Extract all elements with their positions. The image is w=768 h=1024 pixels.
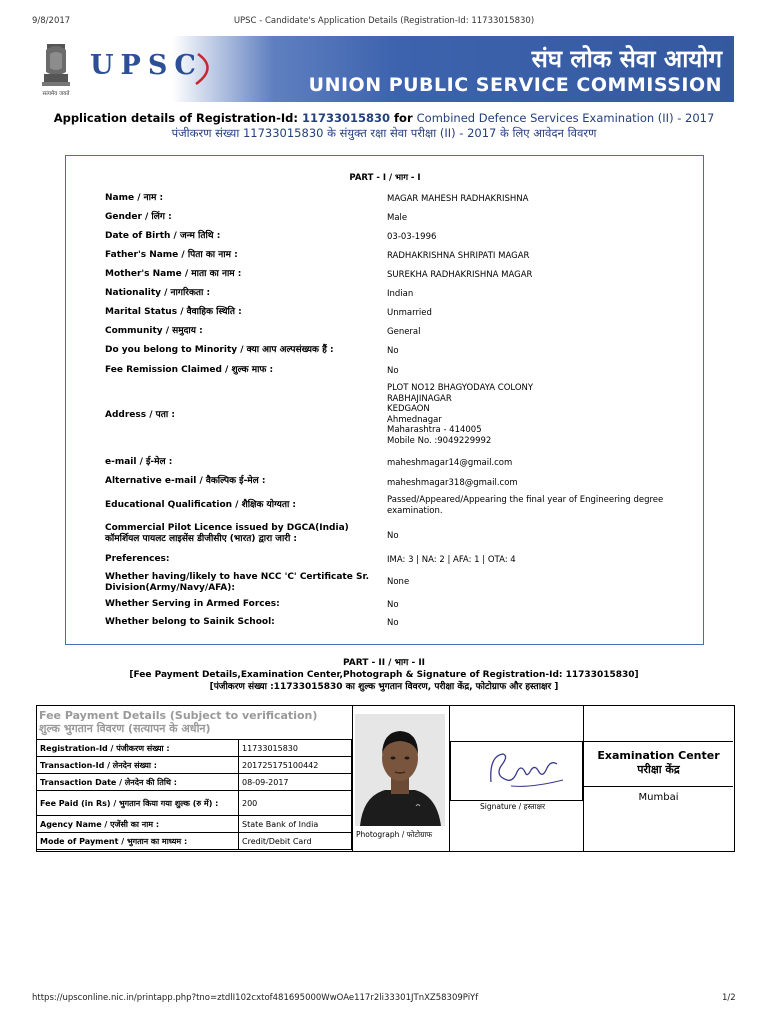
table-row [37, 833, 352, 850]
heading-reg-id: 11733015830 [302, 111, 391, 125]
part2-title: PART - II / भाग - II [342, 658, 426, 668]
fee-value-mode: Credit/Debit Card [239, 833, 352, 850]
candidate-photo-icon [355, 714, 445, 826]
exam-center-label: Examination Center [597, 749, 720, 762]
print-footer-page: 1/2 [722, 993, 736, 1003]
fee-value-transaction-id: 201725175100442 [239, 757, 352, 774]
fee-value-agency: State Bank of India [239, 816, 352, 833]
heading-prefix: Application details of Registration-Id: [53, 111, 298, 125]
label-minority: Do you belong to Minority / क्या आप अल्पसंख्यक हैं : [105, 345, 334, 355]
grid-divider [352, 706, 353, 851]
value-community: General [387, 327, 421, 337]
value-dob: 03-03-1996 [387, 232, 437, 242]
signature-caption: Signature / हस्ताक्षर [480, 802, 546, 811]
fee-label-agency: Agency Name / एजेंसी का नाम : [37, 816, 239, 833]
signature-box [450, 741, 583, 801]
part2-subtitle-hindi: [पंजीकरण संख्या :11733015830 का शुल्क भुगतान विवरण, परीक्षा केंद्र, फोटोग्राफ और हस्ताक्षर ] [209, 682, 559, 692]
fee-title-english: Fee Payment Details (Subject to verification) [39, 709, 318, 722]
label-marital-status: Marital Status / वैवाहिक स्थिति : [105, 307, 242, 317]
label-father-name: Father's Name / पिता का नाम : [105, 250, 238, 260]
heading-for: for [394, 111, 413, 125]
value-qualification: Passed/Appeared/Appearing the final year of Engineering degree examination. [387, 495, 664, 516]
part2-subtitle: [Fee Payment Details,Examination Center,Photograph & Signature of Registration-Id: 11733015830] [129, 670, 639, 680]
fee-details-title [39, 709, 317, 735]
label-dob: Date of Birth / जन्म तिथि : [105, 231, 221, 241]
print-footer-url: https://upsconline.nic.in/printapp.php?tno=ztdlI102cxtof481695000WwOAe117r2li33301JTnXZ58309PiYf [32, 993, 479, 1003]
application-heading-hindi: पंजीकरण संख्या 11733015830 के संयुक्त रक्षा सेवा परीक्षा (II) - 2017 के लिए आवेदन विवरण [171, 126, 597, 140]
value-nationality: Indian [387, 289, 414, 299]
part2-heading [0, 657, 768, 693]
label-gender: Gender / लिंग : [105, 212, 172, 222]
value-armed-forces: No [387, 600, 399, 610]
fee-label-transaction-date: Transaction Date / लेनदेन की तिथि : [37, 774, 239, 791]
label-sainik-school: Whether belong to Sainik School: [105, 617, 275, 627]
value-mother-name: SUREKHA RADHAKRISHNA MAGAR [387, 270, 533, 280]
upsc-logo-text: UPSC [90, 50, 203, 81]
value-preferences: IMA: 3 | NA: 2 | AFA: 1 | OTA: 4 [387, 555, 516, 565]
exam-center-label-hindi: परीक्षा केंद्र [637, 763, 680, 776]
commission-english-name: UNION PUBLIC SERVICE COMMISSION [308, 74, 722, 96]
label-ncc: Whether having/likely to have NCC 'C' Certificate Sr. Division(Army/Navy/AFA): [105, 572, 370, 593]
value-minority: No [387, 346, 399, 356]
value-father-name: RADHAKRISHNA SHRIPATI MAGAR [387, 251, 530, 261]
table-row [37, 740, 352, 757]
fee-value-fee-paid: 200 [239, 791, 352, 816]
table-row [37, 757, 352, 774]
label-qualification: Educational Qualification / शैक्षिक योग्यता : [105, 500, 297, 510]
value-alt-email: maheshmagar318@gmail.com [387, 478, 518, 488]
emblem-caption: सत्यमेव जयते [42, 91, 70, 97]
fee-value-transaction-date: 08-09-2017 [239, 774, 352, 791]
label-armed-forces: Whether Serving in Armed Forces: [105, 599, 280, 609]
label-pilot-licence: Commercial Pilot Licence issued by DGCA(India) कॉमर्शियल पायलट लाइसेंस डीजीसीए (भारत) द्वारा जारी : [105, 523, 349, 544]
label-name: Name / नाम : [105, 193, 164, 203]
part1-title: PART - I / भाग - I [349, 173, 421, 183]
label-fee-remission: Fee Remission Claimed / शुल्क माफ : [105, 365, 274, 375]
fee-label-mode: Mode of Payment / भुगतान का माध्यम : [37, 833, 239, 850]
fee-details-table [36, 739, 352, 850]
table-row [37, 816, 352, 833]
value-address: PLOT NO12 BHAGYODAYA COLONY RABHAJINAGAR KEDGAON Ahmednagar Maharashtra - 414005 Mobile No. :9049229992 [387, 383, 534, 446]
value-marital-status: Unmarried [387, 308, 432, 318]
application-heading [0, 111, 768, 125]
photograph-caption: Photograph / फोटोग्राफ [356, 830, 433, 839]
print-title: UPSC - Candidate's Application Details (Registration-Id: 11733015830) [233, 16, 535, 26]
fee-label-registration-id: Registration-Id / पंजीकरण संख्या : [37, 740, 239, 757]
label-community: Community / समुदाय : [105, 326, 203, 336]
label-preferences: Preferences: [105, 554, 170, 564]
fee-label-fee-paid: Fee Paid (in Rs) / भुगतान किया गया शुल्क (रु में) : [37, 791, 239, 816]
fee-value-registration-id: 11733015830 [239, 740, 352, 757]
print-date: 9/8/2017 [32, 16, 71, 26]
value-fee-remission: No [387, 366, 399, 376]
exam-center-header [584, 741, 733, 787]
label-alt-email: Alternative e-mail / वैकल्पिक ई-मेल : [105, 476, 266, 486]
signature-icon [451, 742, 582, 800]
exam-center-value: Mumbai [638, 792, 679, 803]
label-address: Address / पता : [105, 410, 175, 420]
commission-hindi-name: संघ लोक सेवा आयोग [531, 45, 722, 73]
candidate-photograph [355, 714, 445, 826]
fee-label-transaction-id: Transaction-Id / लेनदेन संख्या : [37, 757, 239, 774]
value-sainik-school: No [387, 618, 399, 628]
value-name: MAGAR MAHESH RADHAKRISHNA [387, 194, 529, 204]
fee-title-hindi: शुल्क भुगतान विवरण (सत्यापन के अधीन) [39, 722, 211, 735]
table-row [37, 791, 352, 816]
label-email: e-mail / ई-मेल : [105, 457, 173, 467]
label-nationality: Nationality / नागरिकता : [105, 288, 211, 298]
value-pilot-licence: No [387, 531, 399, 541]
value-email: maheshmagar14@gmail.com [387, 458, 513, 468]
value-gender: Male [387, 213, 408, 223]
heading-exam: Combined Defence Services Examination (II) - 2017 [416, 111, 715, 125]
upsc-banner [32, 36, 734, 102]
table-row [37, 774, 352, 791]
label-mother-name: Mother's Name / माता का नाम : [105, 269, 242, 279]
value-ncc: None [387, 577, 410, 587]
